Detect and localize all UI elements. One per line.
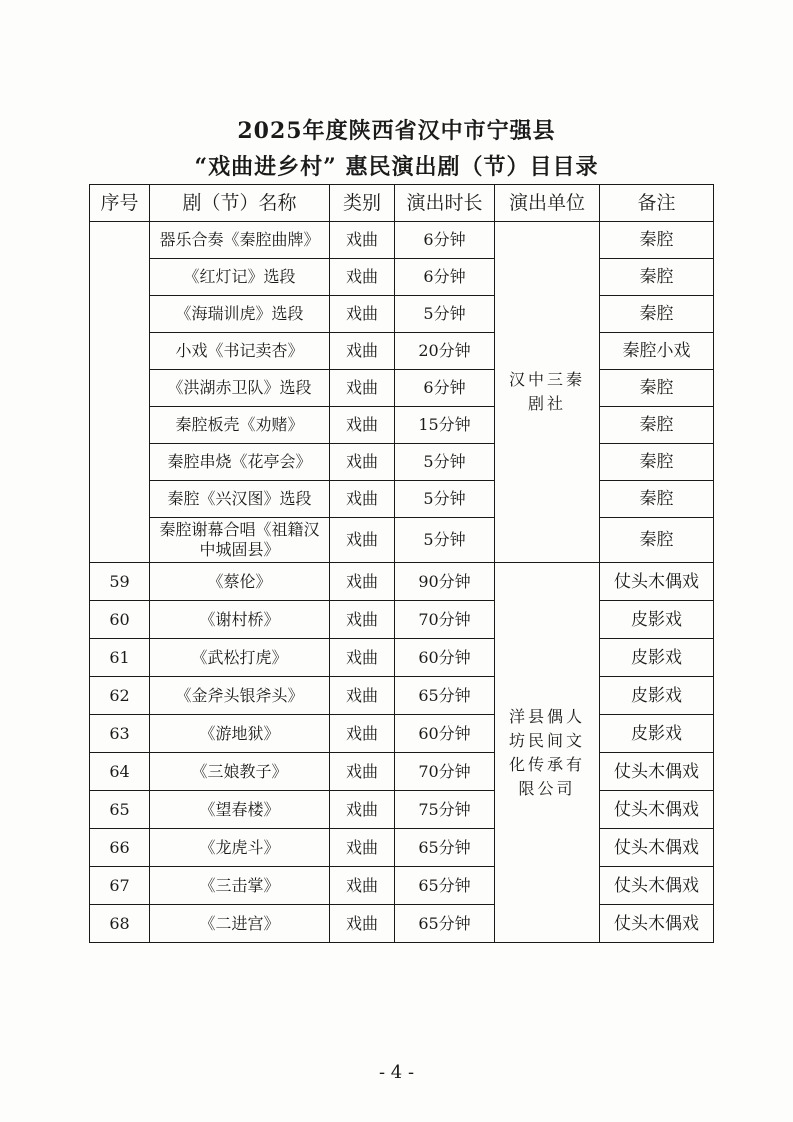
row-name: 《游地狱》 [150,715,330,753]
row-duration: 5分钟 [395,518,495,563]
row-duration: 60分钟 [395,715,495,753]
row-note: 秦腔 [600,518,714,563]
row-category: 戏曲 [330,563,395,601]
table-row [90,481,714,518]
row-no: 64 [90,753,150,791]
row-name: 《红灯记》选段 [150,259,330,296]
header-name: 剧（节）名称 [150,185,330,222]
table-row [90,296,714,333]
row-name: 秦腔板壳《劝赌》 [150,407,330,444]
row-category: 戏曲 [330,753,395,791]
row-note: 皮影戏 [600,677,714,715]
document-title-line-2: “戏曲进乡村” 惠民演出剧（节）目目录 [194,154,599,180]
table-row [90,867,714,905]
row-note: 仗头木偶戏 [600,563,714,601]
row-name: 《武松打虎》 [150,639,330,677]
row-note: 仗头木偶戏 [600,829,714,867]
row-category: 戏曲 [330,905,395,943]
header-unit: 演出单位 [495,185,600,222]
row-name: 《蔡伦》 [150,563,330,601]
row-duration: 70分钟 [395,601,495,639]
row-note: 仗头木偶戏 [600,791,714,829]
table-row [90,715,714,753]
row-note: 皮影戏 [600,639,714,677]
row-name: 《洪湖赤卫队》选段 [150,370,330,407]
row-name: 《海瑞训虎》选段 [150,296,330,333]
row-duration: 5分钟 [395,481,495,518]
row-note: 皮影戏 [600,715,714,753]
row-category: 戏曲 [330,370,395,407]
row-note: 秦腔 [600,481,714,518]
row-name: 《望春楼》 [150,791,330,829]
row-duration: 90分钟 [395,563,495,601]
row-note: 秦腔 [600,444,714,481]
row-category: 戏曲 [330,601,395,639]
row-note: 秦腔小戏 [600,333,714,370]
performing-unit-1: 汉中三秦剧社 [495,222,600,563]
row-duration: 6分钟 [395,370,495,407]
table-row [90,333,714,370]
table-row [90,677,714,715]
table-row [90,829,714,867]
row-category: 戏曲 [330,518,395,563]
header-note: 备注 [600,185,714,222]
row-no-blank [90,222,150,563]
row-note: 秦腔 [600,296,714,333]
row-no: 66 [90,829,150,867]
row-category: 戏曲 [330,296,395,333]
page-number: - 4 - [378,1062,415,1083]
row-duration: 75分钟 [395,791,495,829]
row-no: 61 [90,639,150,677]
performing-unit-2: 洋县偶人坊民间文化传承有限公司 [495,563,600,943]
table-row [90,259,714,296]
row-category: 戏曲 [330,259,395,296]
row-category: 戏曲 [330,677,395,715]
table-row [90,518,714,563]
row-category: 戏曲 [330,481,395,518]
row-name: 《龙虎斗》 [150,829,330,867]
row-category: 戏曲 [330,333,395,370]
row-category: 戏曲 [330,829,395,867]
row-note: 秦腔 [600,222,714,259]
row-duration: 70分钟 [395,753,495,791]
row-category: 戏曲 [330,867,395,905]
row-note: 仗头木偶戏 [600,905,714,943]
row-note: 秦腔 [600,370,714,407]
row-note: 秦腔 [600,407,714,444]
table-row [90,791,714,829]
row-name: 《二进宫》 [150,905,330,943]
header-no: 序号 [90,185,150,222]
table-row [90,753,714,791]
row-name: 《金斧头银斧头》 [150,677,330,715]
row-no: 67 [90,867,150,905]
table-row [90,601,714,639]
row-name: 《三娘教子》 [150,753,330,791]
row-duration: 6分钟 [395,222,495,259]
table-row [90,370,714,407]
table-row [90,407,714,444]
row-note: 仗头木偶戏 [600,867,714,905]
row-category: 戏曲 [330,407,395,444]
row-name: 秦腔谢幕合唱《祖籍汉中城固县》 [150,518,330,563]
table-row [90,444,714,481]
header-category: 类别 [330,185,395,222]
row-category: 戏曲 [330,639,395,677]
row-no: 60 [90,601,150,639]
row-note: 仗头木偶戏 [600,753,714,791]
row-no: 63 [90,715,150,753]
header-duration: 演出时长 [395,185,495,222]
row-duration: 65分钟 [395,867,495,905]
row-category: 戏曲 [330,444,395,481]
row-duration: 20分钟 [395,333,495,370]
row-name: 《谢村桥》 [150,601,330,639]
row-category: 戏曲 [330,715,395,753]
row-note: 秦腔 [600,259,714,296]
table-row [90,563,714,601]
row-name: 秦腔串烧《花亭会》 [150,444,330,481]
document-title-line-1: 2025年度陕西省汉中市宁强县 [237,118,556,144]
row-duration: 5分钟 [395,296,495,333]
row-duration: 65分钟 [395,829,495,867]
row-name: 小戏《书记卖杏》 [150,333,330,370]
row-duration: 65分钟 [395,677,495,715]
table-row [90,222,714,259]
program-table [89,184,714,943]
table-row [90,639,714,677]
row-name: 器乐合奏《秦腔曲牌》 [150,222,330,259]
row-name: 秦腔《兴汉图》选段 [150,481,330,518]
table-row [90,905,714,943]
row-duration: 6分钟 [395,259,495,296]
row-duration: 65分钟 [395,905,495,943]
row-note: 皮影戏 [600,601,714,639]
row-duration: 15分钟 [395,407,495,444]
row-duration: 60分钟 [395,639,495,677]
table-header-row [90,185,714,222]
row-no: 68 [90,905,150,943]
row-no: 62 [90,677,150,715]
row-duration: 5分钟 [395,444,495,481]
row-no: 59 [90,563,150,601]
row-category: 戏曲 [330,222,395,259]
row-name: 《三击掌》 [150,867,330,905]
row-no: 65 [90,791,150,829]
row-category: 戏曲 [330,791,395,829]
